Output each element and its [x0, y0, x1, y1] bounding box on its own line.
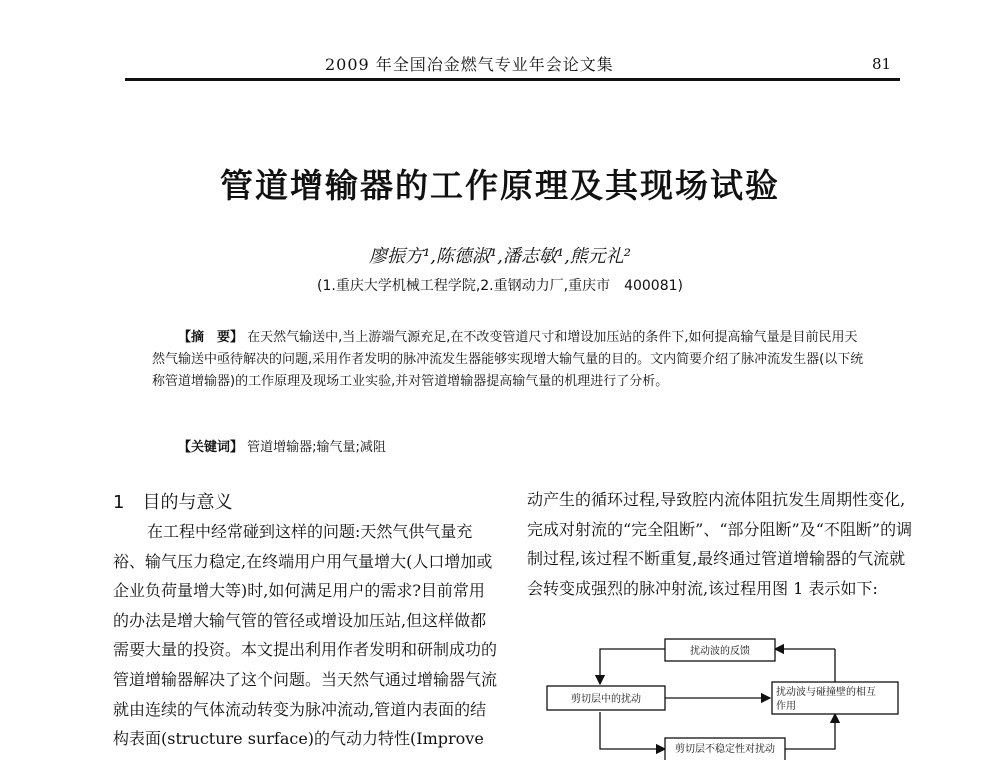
- abstract: [152, 327, 864, 393]
- running-header-title: 2009 年全国冶金燃气专业年会论文集: [325, 55, 614, 74]
- paper-title: 管道增输器的工作原理及其现场试验: [220, 166, 780, 205]
- flow-line-bottom-right: [785, 714, 835, 749]
- abstract-label: 【摘 要】: [178, 330, 244, 345]
- flow-line-top-left: [600, 649, 665, 684]
- section-heading: 1 目的与意义: [113, 492, 233, 513]
- left-paragraph: 在工程中经常碰到这样的问题:天然气供气量充裕、输气压力稳定,在终端用户用气量增大(人口增加或企业负荷量增大等)时,如何满足用户的需求?目前常用的办法是增大输气管的管径或增设加压站,但这样做都需要大量的投资。本文提出利用作者发明和研制成功的管道增输器解决了这个问题。当天然气通过增输器气流就由连续的气体流动转变为脉冲流动,管道内表面的结构表面(structure surface)的气动力特性(Improve: [113, 522, 498, 749]
- box-interaction-line1: 扰动波与碰撞壁的相互: [776, 687, 876, 698]
- right-paragraph: 动产生的循环过程,导致腔内流体阻抗发生周期性变化,完成对射流的“完全阻断”、“部分阻断”及“不阻断”的调制过程,该过程不断重复,最终通过管道增输器的气流就会转变成强烈的脉冲射流,该过程用图 1 表示如下:: [527, 490, 913, 598]
- left-column: [113, 517, 500, 754]
- figure-1-diagram: [545, 634, 900, 760]
- page-number: 81: [872, 55, 892, 73]
- box-interaction-line2: 作用: [776, 701, 796, 712]
- box-feedback-label: 扰动波的反馈: [690, 646, 750, 657]
- right-column: [527, 485, 914, 603]
- header-rule: [125, 78, 900, 81]
- author-list: 廖振方¹,陈德淑¹,潘志敏¹,熊元礼²: [368, 246, 632, 267]
- keywords: [178, 436, 386, 455]
- abstract-text: 在天然气输送中,当上游端气源充足,在不改变管道尺寸和增设加压站的条件下,如何提高输气量是目前民用天然气输送中亟待解决的问题,采用作者发明的脉冲流发生器能够实现增大输气量的目的。文内简要介绍了脉冲流发生器(以下统称管道增输器)的工作原理及现场工业实验,并对管道增输器提高输气量的机理进行了分析。: [152, 330, 864, 389]
- keywords-label: 【关键词】: [178, 440, 244, 455]
- flow-line-bottom-left: [600, 712, 665, 749]
- keywords-text: 管道增输器;输气量;减阻: [247, 440, 386, 455]
- affiliation: (1.重庆大学机械工程学院,2.重钢动力厂,重庆市 400081): [317, 278, 683, 294]
- box-instability-label: 剪切层不稳定性对扰动: [675, 744, 775, 755]
- box-shear-label: 剪切层中的扰动: [571, 694, 641, 705]
